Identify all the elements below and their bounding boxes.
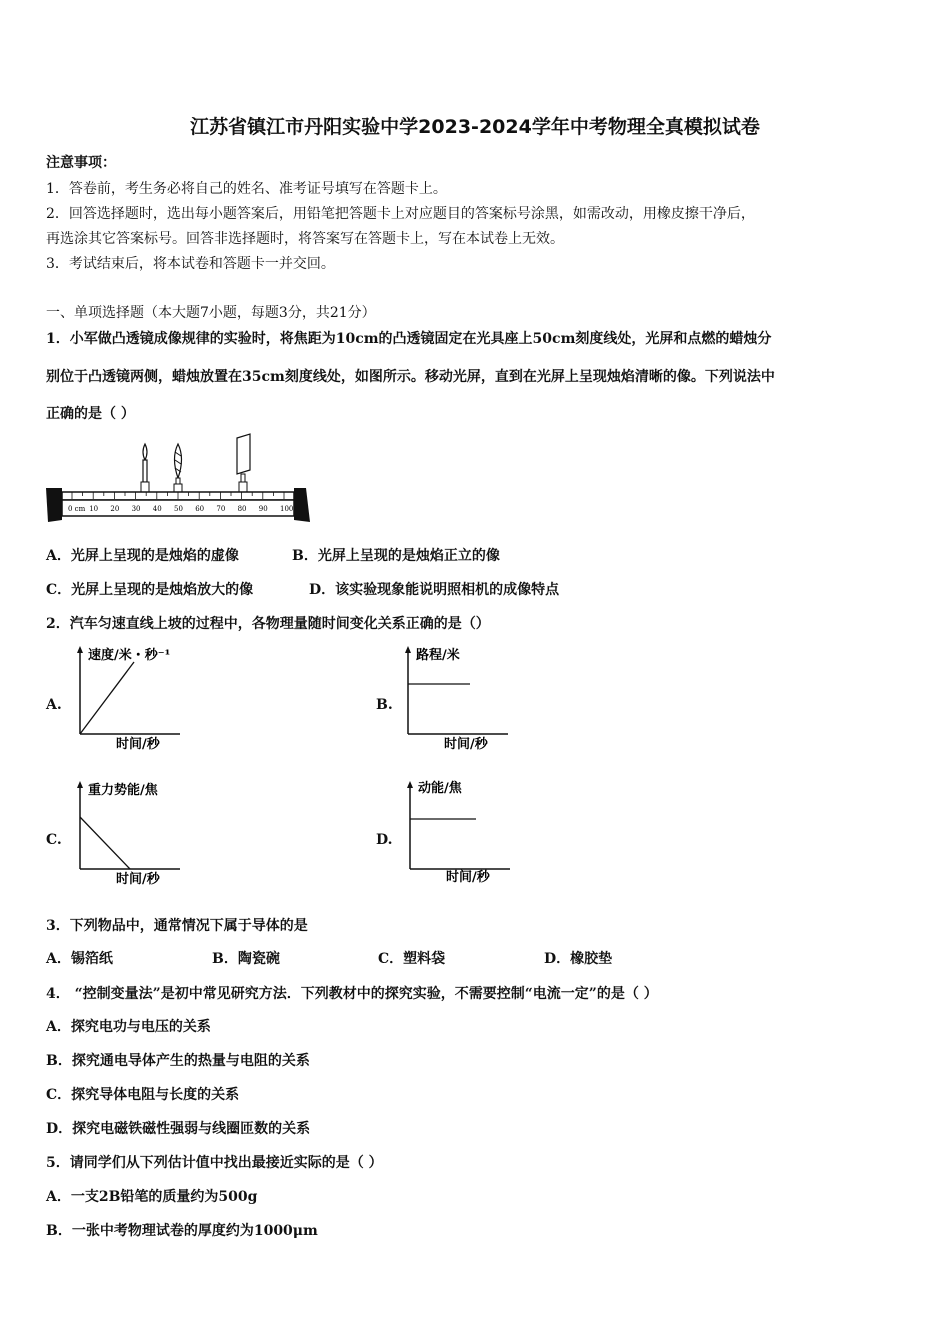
scale-label: 90 <box>258 505 268 513</box>
q3-stem: 3．下列物品中，通常情况下属于导体的是 <box>46 918 308 934</box>
exam-title: 江苏省镇江市丹阳实验中学2023-2024学年中考物理全真模拟试卷 <box>190 116 760 138</box>
graph-c-letter: C. <box>46 832 62 848</box>
optical-bench-figure <box>44 430 314 526</box>
q2-stem: 2．汽车匀速直线上坡的过程中，各物理量随时间变化关系正确的是（） <box>46 616 490 632</box>
q1-option-c: C．光屏上呈现的是烛焰放大的像 <box>46 582 254 598</box>
q4-option-d: D．探究电磁铁磁性强弱与线圈匝数的关系 <box>46 1121 311 1137</box>
notice-item: 2．回答选择题时，选出每小题答案后，用铅笔把答题卡上对应题目的答案标号涂黑，如需改动，用橡皮擦干净后， <box>46 206 755 222</box>
section-heading: 一、单项选择题（本大题7小题，每题3分，共21分） <box>46 305 376 321</box>
graph-c-line <box>80 817 130 869</box>
graph-d-xlabel: 时间/秒 <box>446 870 490 885</box>
q5-option-b: B．一张中考物理试卷的厚度约为1000μm <box>46 1223 318 1239</box>
graph-a-line <box>80 662 134 734</box>
scale-label: 20 <box>110 505 120 513</box>
scale-label: 30 <box>131 505 141 513</box>
q1-stem-line: 正确的是（ ） <box>46 406 135 422</box>
graph-b-xlabel: 时间/秒 <box>444 737 488 752</box>
graph-d <box>400 779 540 889</box>
scale-label: 0 cm <box>68 505 86 513</box>
graph-a <box>70 644 210 754</box>
q1-stem-line: 别位于凸透镜两侧，蜡烛放置在35cm刻度线处，如图所示。移动光屏，直到在光屏上呈现烛焰清晰的像。下列说法中 <box>46 369 775 385</box>
scale-label: 80 <box>237 505 247 513</box>
q3-option-c: C．塑料袋 <box>378 951 446 967</box>
scale-label: 10 <box>89 505 99 513</box>
scale-label: 50 <box>174 505 183 513</box>
graph-b-ylabel: 路程/米 <box>416 648 460 663</box>
q3-option-a: A．锡箔纸 <box>46 951 113 967</box>
notice-item: 1．答卷前，考生务必将自己的姓名、准考证号填写在答题卡上。 <box>46 181 447 197</box>
scale-label: 60 <box>195 505 205 513</box>
graph-b-letter: B. <box>376 697 393 713</box>
convex-lens-icon <box>174 444 182 492</box>
scale-label: 70 <box>216 505 226 513</box>
q5-stem: 5．请同学们从下列估计值中找出最接近实际的是（ ） <box>46 1155 383 1171</box>
graph-d-ylabel: 动能/焦 <box>418 781 462 796</box>
scale-label: 100 <box>280 505 294 513</box>
graph-c-xlabel: 时间/秒 <box>116 872 160 887</box>
q4-option-a: A．探究电功与电压的关系 <box>46 1019 211 1035</box>
q1-option-a: A．光屏上呈现的是烛焰的虚像 <box>46 548 239 564</box>
notice-item: 再选涂其它答案标号。回答非选择题时，将答案写在答题卡上，写在本试卷上无效。 <box>46 231 564 247</box>
graph-c <box>70 779 210 889</box>
graph-c-ylabel: 重力势能/焦 <box>88 783 158 798</box>
q1-option-b: B．光屏上呈现的是烛焰正立的像 <box>292 548 500 564</box>
q1-stem-line: 1．小军做凸透镜成像规律的实验时，将焦距为10cm的凸透镜固定在光具座上50cm刻度线处，光屏和点燃的蜡烛分 <box>46 331 772 347</box>
notice-heading: 注意事项： <box>46 155 116 171</box>
q4-stem: 4． “控制变量法”是初中常见研究方法．下列教材中的探究实验，不需要控制“电流一定”的是（ ） <box>46 986 658 1002</box>
q1-option-d: D．该实验现象能说明照相机的成像特点 <box>309 582 560 598</box>
light-screen-icon <box>237 434 250 492</box>
scale-label: 40 <box>152 505 162 513</box>
q4-option-c: C．探究导体电阻与长度的关系 <box>46 1087 240 1103</box>
notice-item: 3．考试结束后，将本试卷和答题卡一并交回。 <box>46 256 335 272</box>
graph-a-ylabel: 速度/米・秒⁻¹ <box>88 648 171 663</box>
graph-a-xlabel: 时间/秒 <box>116 737 160 752</box>
q3-option-b: B．陶瓷碗 <box>212 951 280 967</box>
candle-icon <box>141 444 149 492</box>
q4-option-b: B．探究通电导体产生的热量与电阻的关系 <box>46 1053 310 1069</box>
q5-option-a: A．一支2B铅笔的质量约为500g <box>46 1189 258 1205</box>
graph-b <box>398 644 538 754</box>
graph-a-letter: A. <box>46 697 62 713</box>
q3-option-d: D．橡胶垫 <box>544 951 613 967</box>
graph-d-letter: D. <box>376 832 393 848</box>
